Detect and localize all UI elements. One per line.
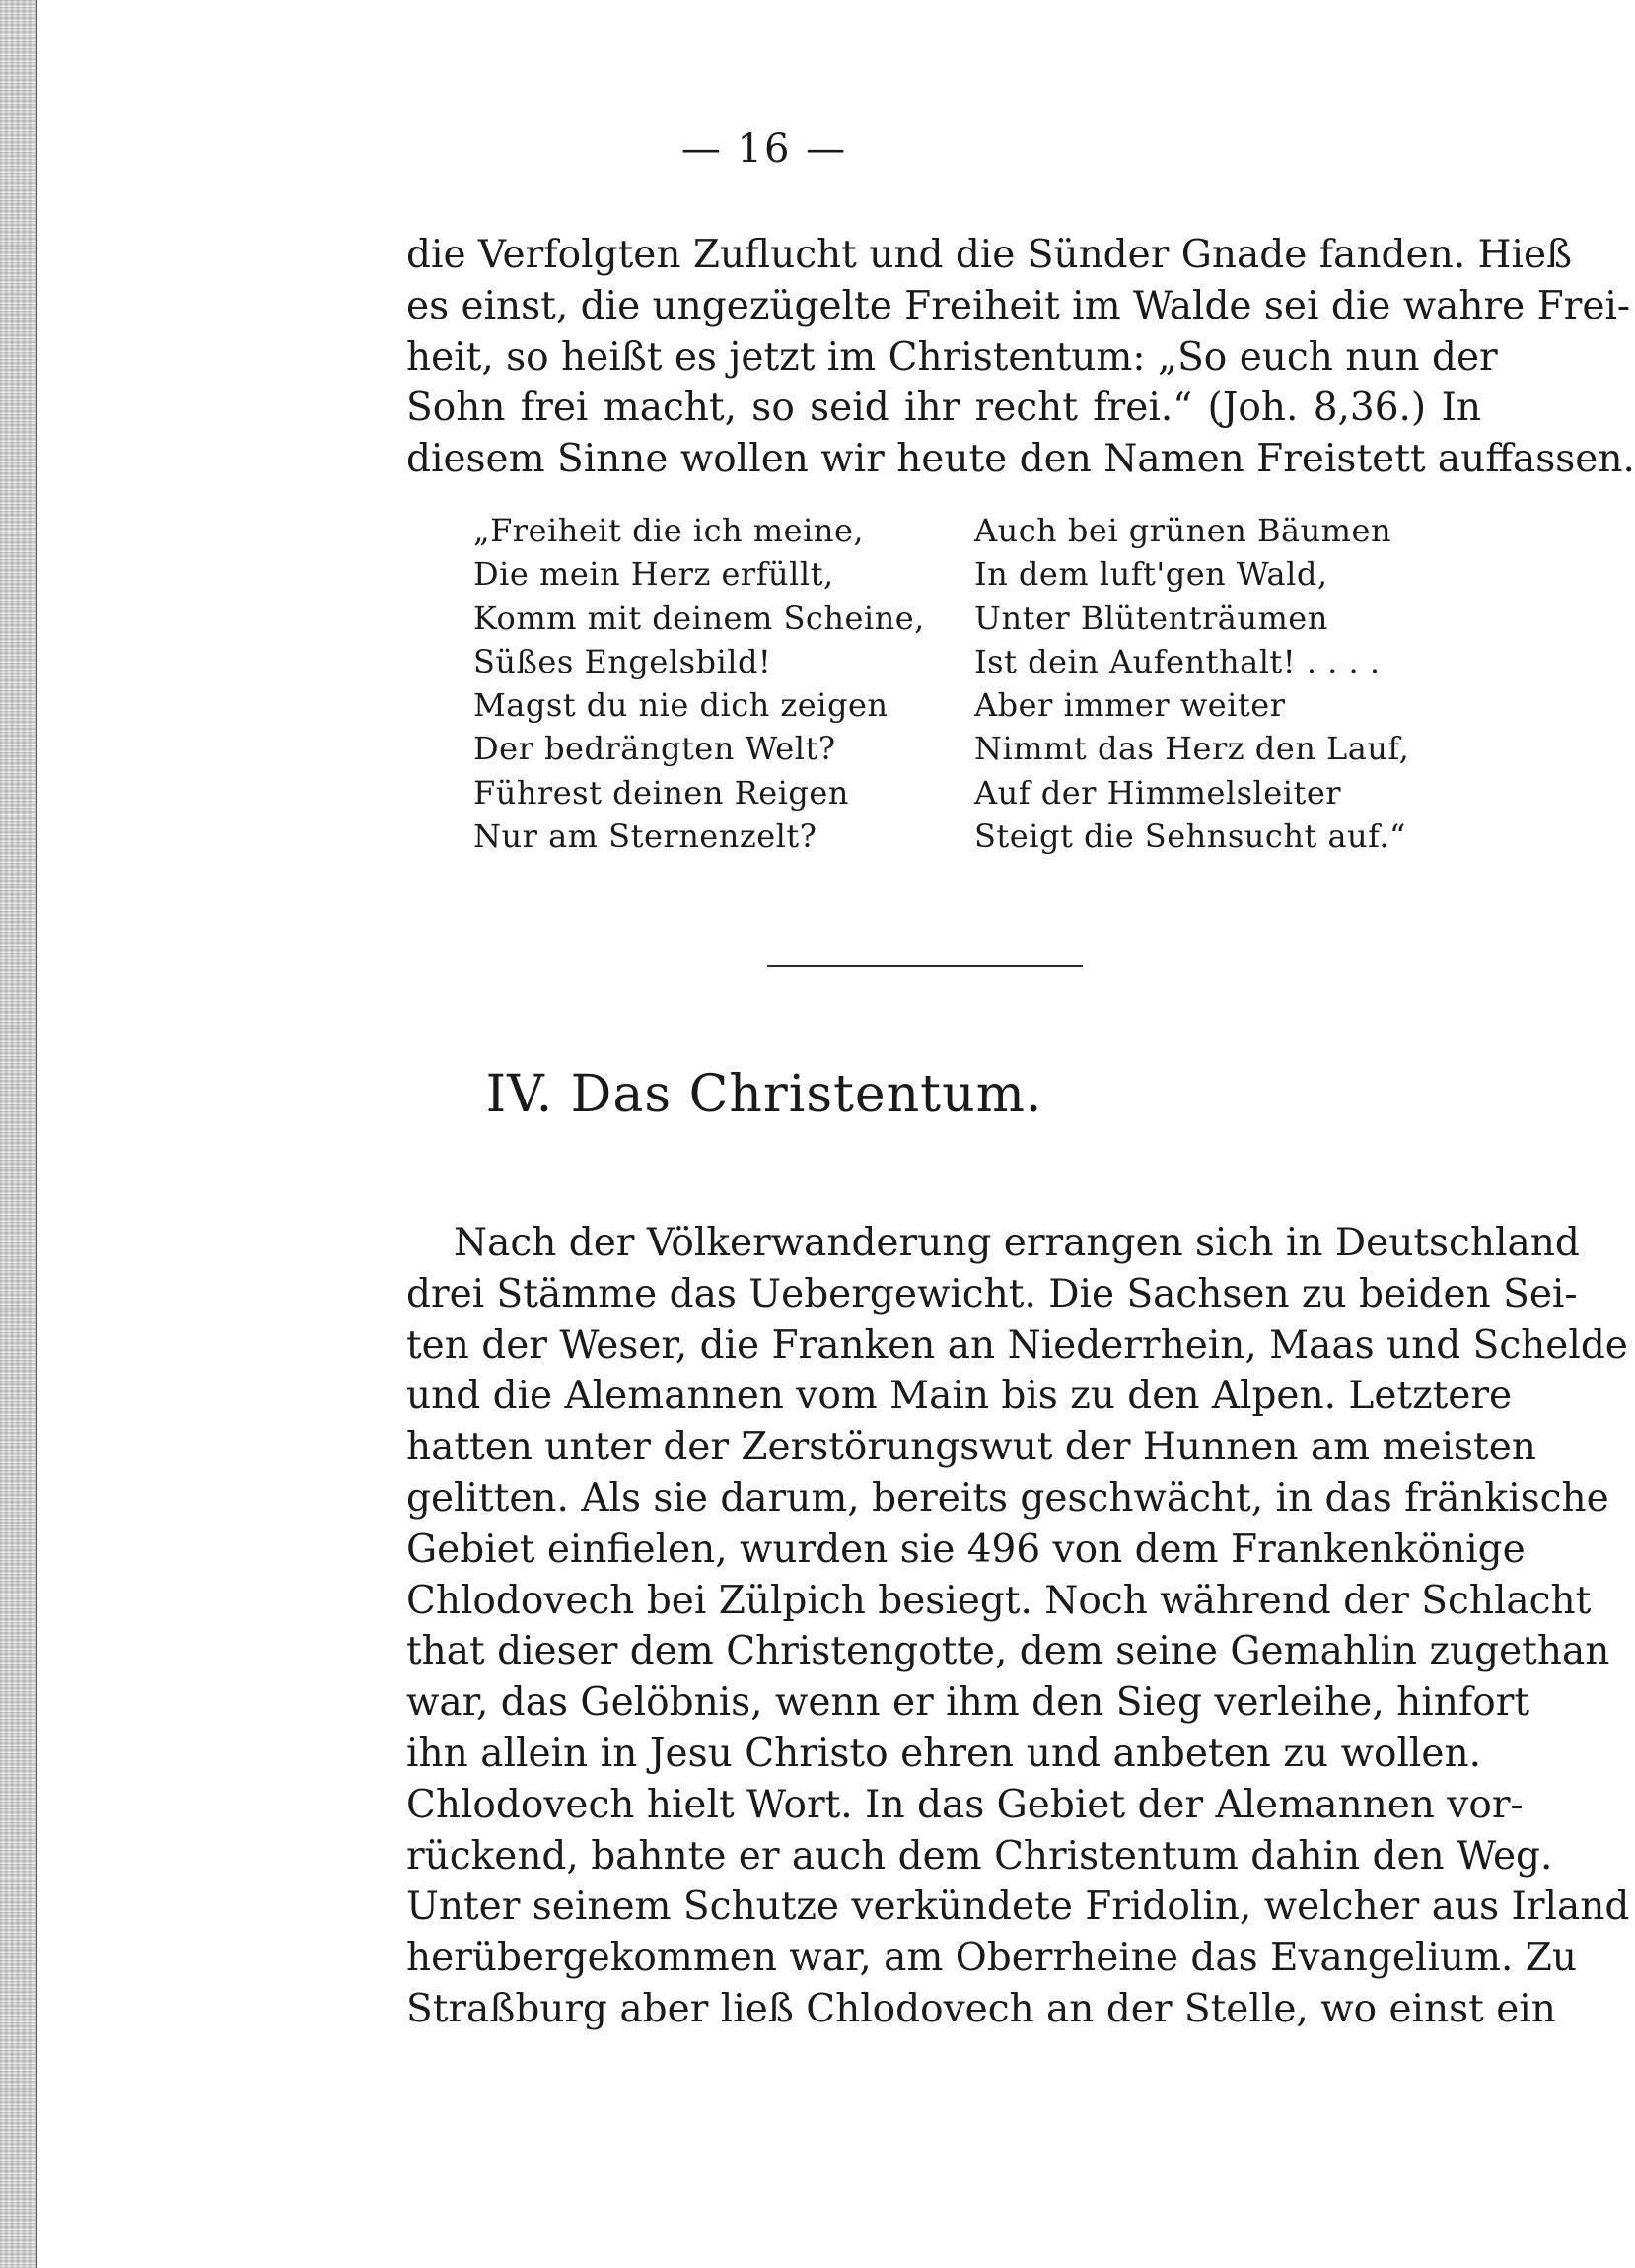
text-line: Unter seinem Schutze verkündete Fridolin, welcher aus Irland: [406, 1884, 1630, 1930]
text-line: drei Stämme das Uebergewicht. Die Sachsen zu beiden Sei-: [406, 1271, 1578, 1316]
poem-line: Ist dein Aufenthalt! . . . .: [974, 642, 1381, 680]
poem-line: „Freiheit die ich meine,: [473, 512, 865, 549]
text-line: war, das Gelöbnis, wenn er ihm den Sieg verleihe, hinfort: [406, 1680, 1530, 1726]
poem-line: Unter Blütenträumen: [974, 599, 1328, 637]
text-line: Chlodovech hielt Wort. In das Gebiet der Alemannen vor-: [406, 1782, 1524, 1827]
poem-line: Auf der Himmelsleiter: [974, 773, 1342, 812]
text-line: die Verfolgten Zuflucht und die Sünder Gnade fanden. Hieß: [406, 233, 1573, 277]
text-line: es einst, die ungezügelte Freiheit im Walde sei die wahre Frei-: [406, 283, 1631, 328]
top-paragraph: [406, 230, 1635, 485]
poem-line: Auch bei grünen Bäumen: [974, 512, 1392, 549]
text-line: Sohn frei macht, so seid ihr recht frei.“ (Joh. 8,36.) In: [406, 386, 1481, 431]
text-line: und die Alemannen vom Main bis zu den Alpen. Letztere: [406, 1374, 1513, 1419]
poem-left-stanza: [473, 509, 925, 858]
poem-line: Der bedrängten Welt?: [473, 730, 836, 768]
poem-line: Komm mit deinem Scheine,: [473, 599, 925, 637]
text-line: Chlodovech bei Zülpich besiegt. Noch während der Schlacht: [406, 1578, 1592, 1623]
scan-binding-edge: [0, 0, 37, 2268]
text-line: hatten unter der Zerstörungswut der Hunnen am meisten: [406, 1425, 1536, 1470]
text-line: gelitten. Als sie darum, bereits geschwächt, in das fränkische: [406, 1475, 1609, 1521]
text-line: ihn allein in Jesu Christo ehren und anbeten zu wollen.: [406, 1731, 1481, 1776]
text-line: that dieser dem Christengotte, dem seine Gemahlin zugethan: [406, 1629, 1610, 1674]
body-paragraph: [406, 1218, 1630, 2035]
poem-line: Süßes Engelsbild!: [473, 642, 772, 680]
text-line: rückend, bahnte er auch dem Christentum dahin den Weg.: [406, 1833, 1553, 1878]
chapter-heading: IV. Das Christentum.: [485, 1065, 1043, 1124]
poem-line: Führest deinen Reigen: [473, 773, 849, 812]
scan-binding-line: [36, 0, 37, 2268]
text-line: diesem Sinne wollen wir heute den Namen Freistett auffassen.: [406, 437, 1635, 482]
poem-line: Magst du nie dich zeigen: [473, 686, 889, 725]
poem-line: Nur am Sternenzelt?: [473, 817, 818, 856]
section-separator-rule: [767, 965, 1083, 967]
poem-line: Aber immer weiter: [974, 686, 1286, 725]
text-line: heit, so heißt es jetzt im Christentum: „So euch nun der: [406, 334, 1498, 380]
poem-right-stanza: [974, 509, 1409, 858]
text-line: ten der Weser, die Franken an Niederrhein, Maas und Schelde: [406, 1322, 1628, 1368]
poem-line: Nimmt das Herz den Lauf,: [974, 730, 1410, 768]
text-line: Gebiet einfielen, wurden sie 496 von dem Frankenkönige: [406, 1526, 1526, 1572]
poem-line: Steigt die Sehnsucht auf.“: [974, 817, 1406, 856]
page-number: — 16 —: [680, 126, 848, 172]
poem-line: In dem luft'gen Wald,: [974, 555, 1328, 594]
text-line: herübergekommen war, am Oberrheine das Evangelium. Zu: [406, 1936, 1577, 1981]
text-line: Straßburg aber ließ Chlodovech an der Stelle, wo einst ein: [406, 1986, 1556, 2031]
text-line: Nach der Völkerwanderung errangen sich in Deutschland: [454, 1221, 1580, 1265]
poem-line: Die mein Herz erfüllt,: [473, 555, 834, 594]
